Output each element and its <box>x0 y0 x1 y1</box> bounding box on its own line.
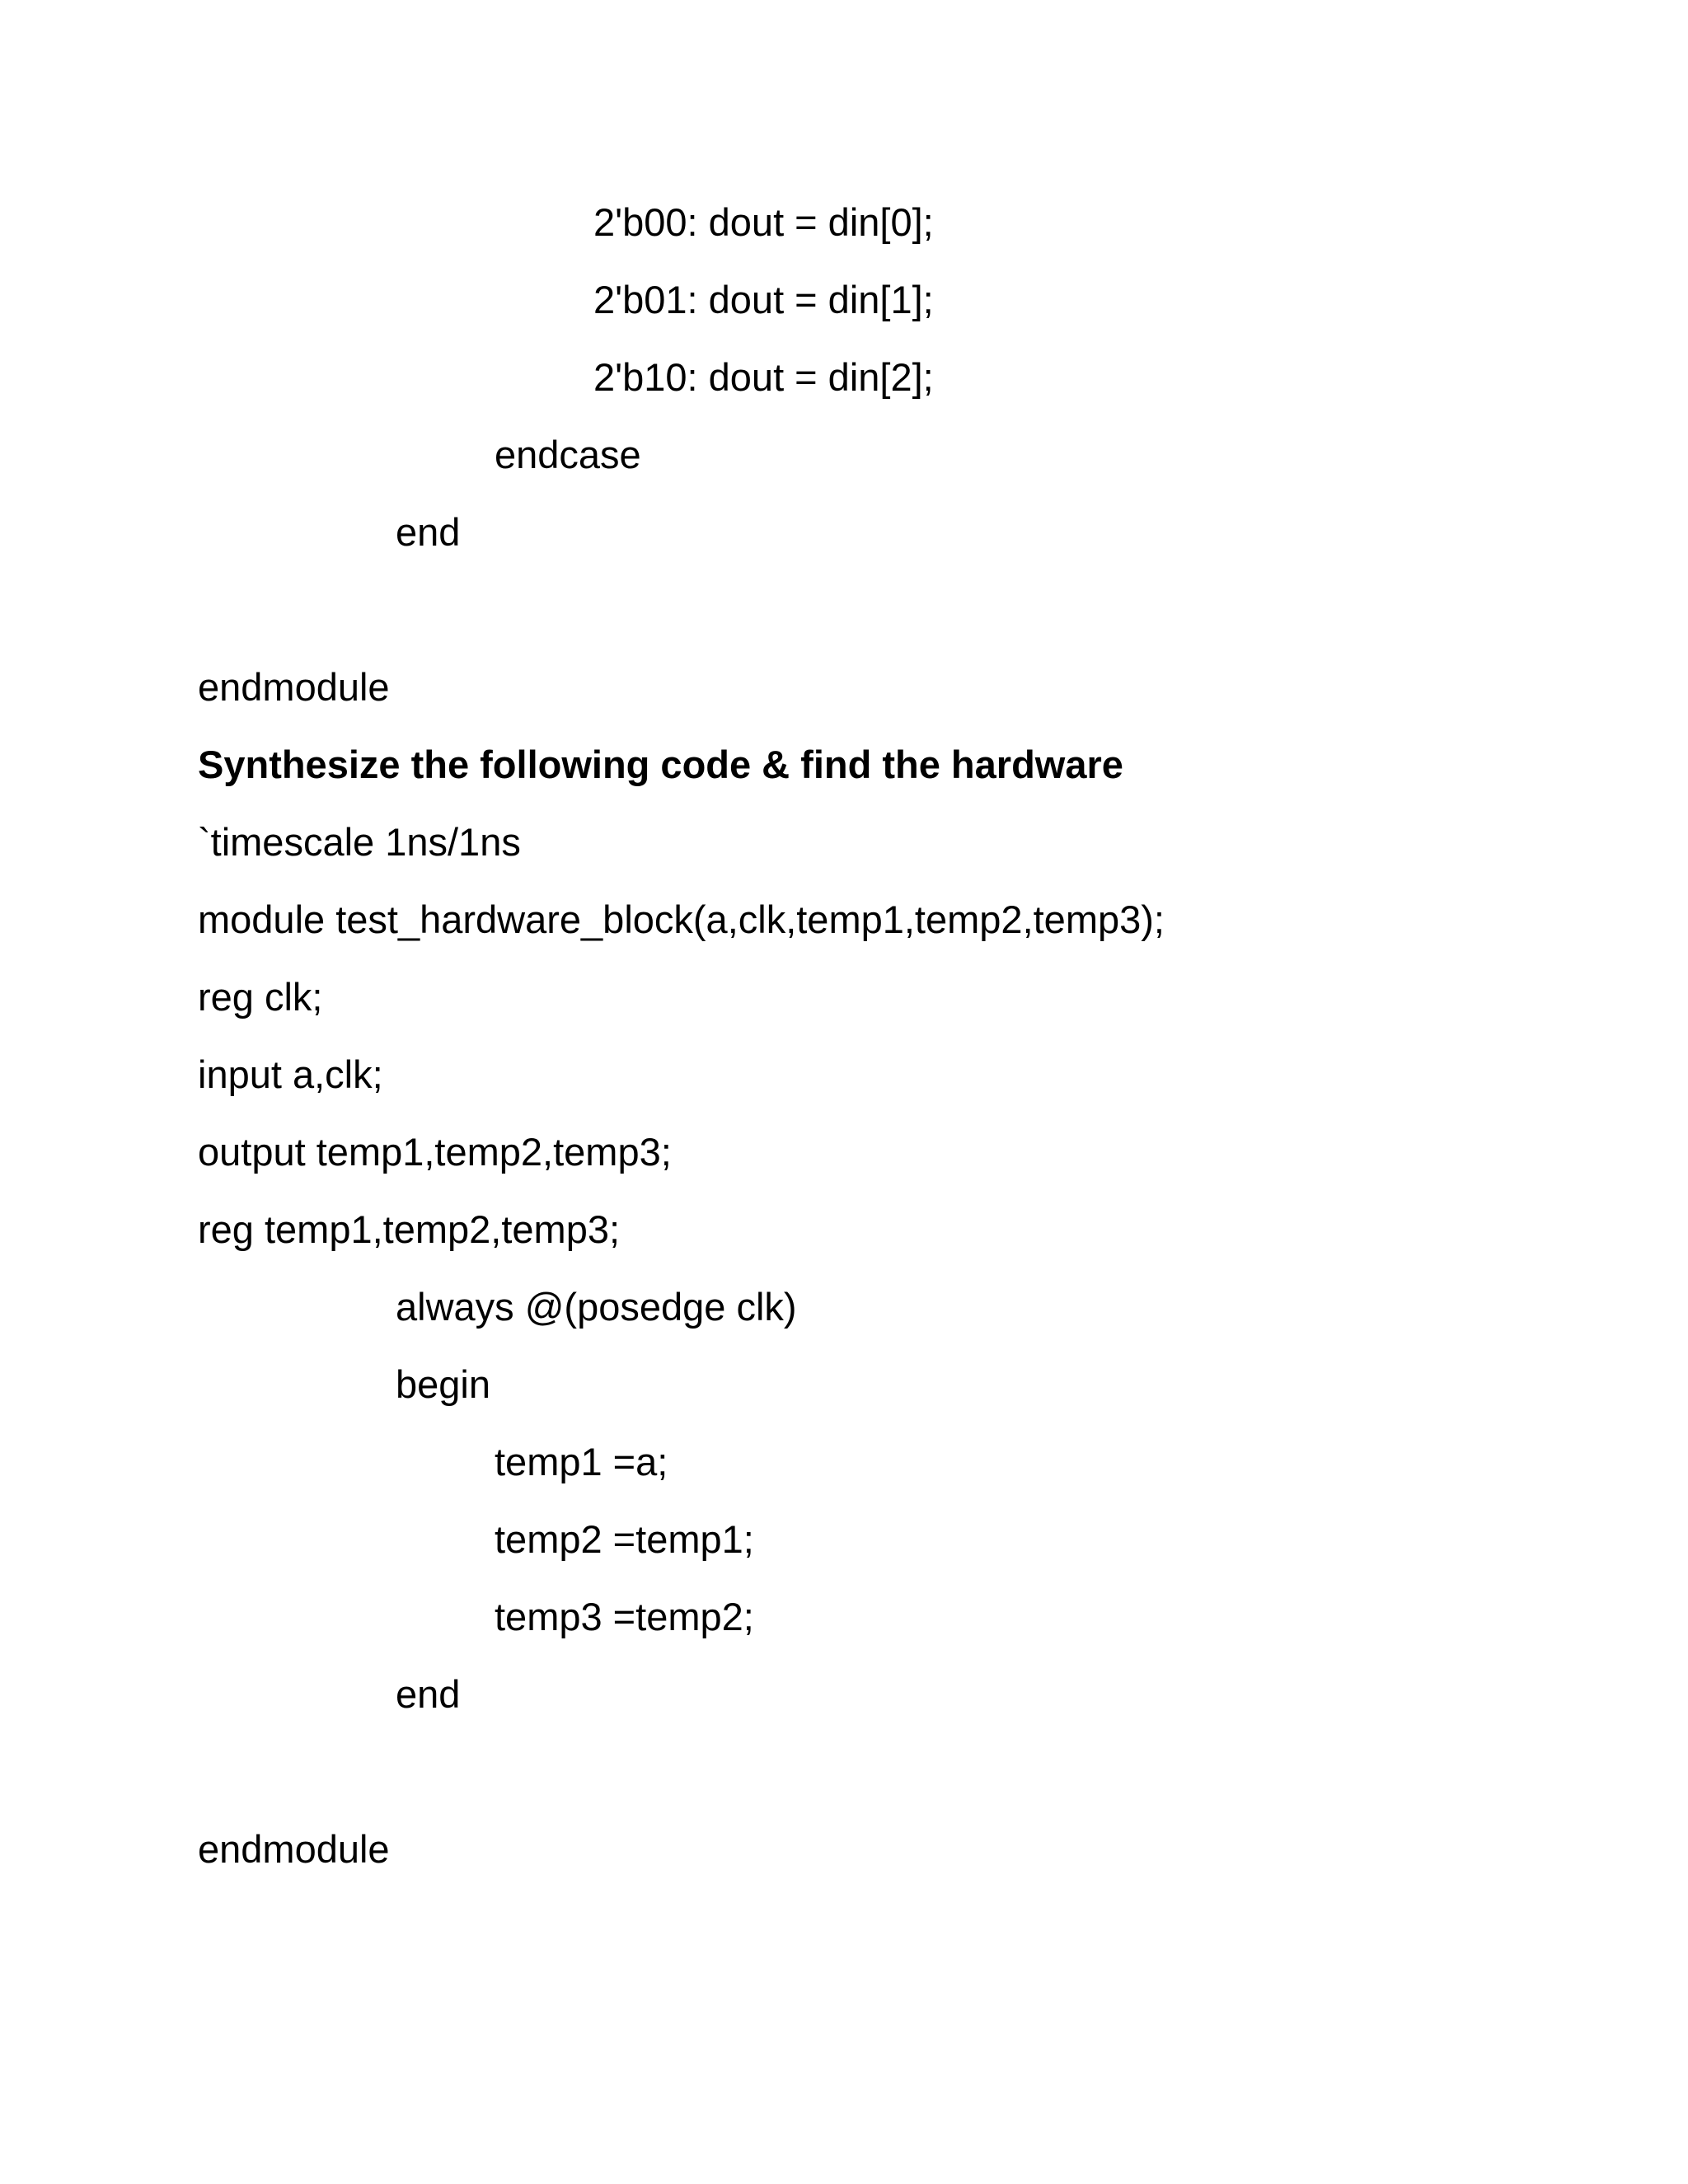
code-line-begin: begin <box>396 1362 490 1406</box>
code-line-endmodule: endmodule <box>198 665 390 709</box>
code-line-temp1: temp1 =a; <box>495 1440 668 1483</box>
code-line-temp3: temp3 =temp2; <box>495 1595 754 1638</box>
code-line-output: output temp1,temp2,temp3; <box>198 1130 672 1174</box>
code-line-timescale: `timescale 1ns/1ns <box>198 820 521 864</box>
code-line-end: end <box>396 510 461 554</box>
code-line-case-01: 2'b01: dout = din[1]; <box>593 278 934 321</box>
code-line-temp2: temp2 =temp1; <box>495 1517 754 1561</box>
code-line-end-block: end <box>396 1672 461 1716</box>
section-heading: Synthesize the following code & find the hardware <box>198 743 1123 786</box>
code-line-case-10: 2'b10: dout = din[2]; <box>593 355 934 399</box>
code-line-reg-clk: reg clk; <box>198 975 323 1019</box>
code-line-endmodule-final: endmodule <box>198 1827 390 1871</box>
code-line-module-declaration: module test_hardware_block(a,clk,temp1,temp2,temp3); <box>198 898 1165 941</box>
code-line-always: always @(posedge clk) <box>396 1285 797 1329</box>
code-line-endcase: endcase <box>495 433 641 476</box>
code-line-case-00: 2'b00: dout = din[0]; <box>593 200 934 244</box>
code-line-input: input a,clk; <box>198 1052 383 1096</box>
code-line-reg-temps: reg temp1,temp2,temp3; <box>198 1207 621 1251</box>
